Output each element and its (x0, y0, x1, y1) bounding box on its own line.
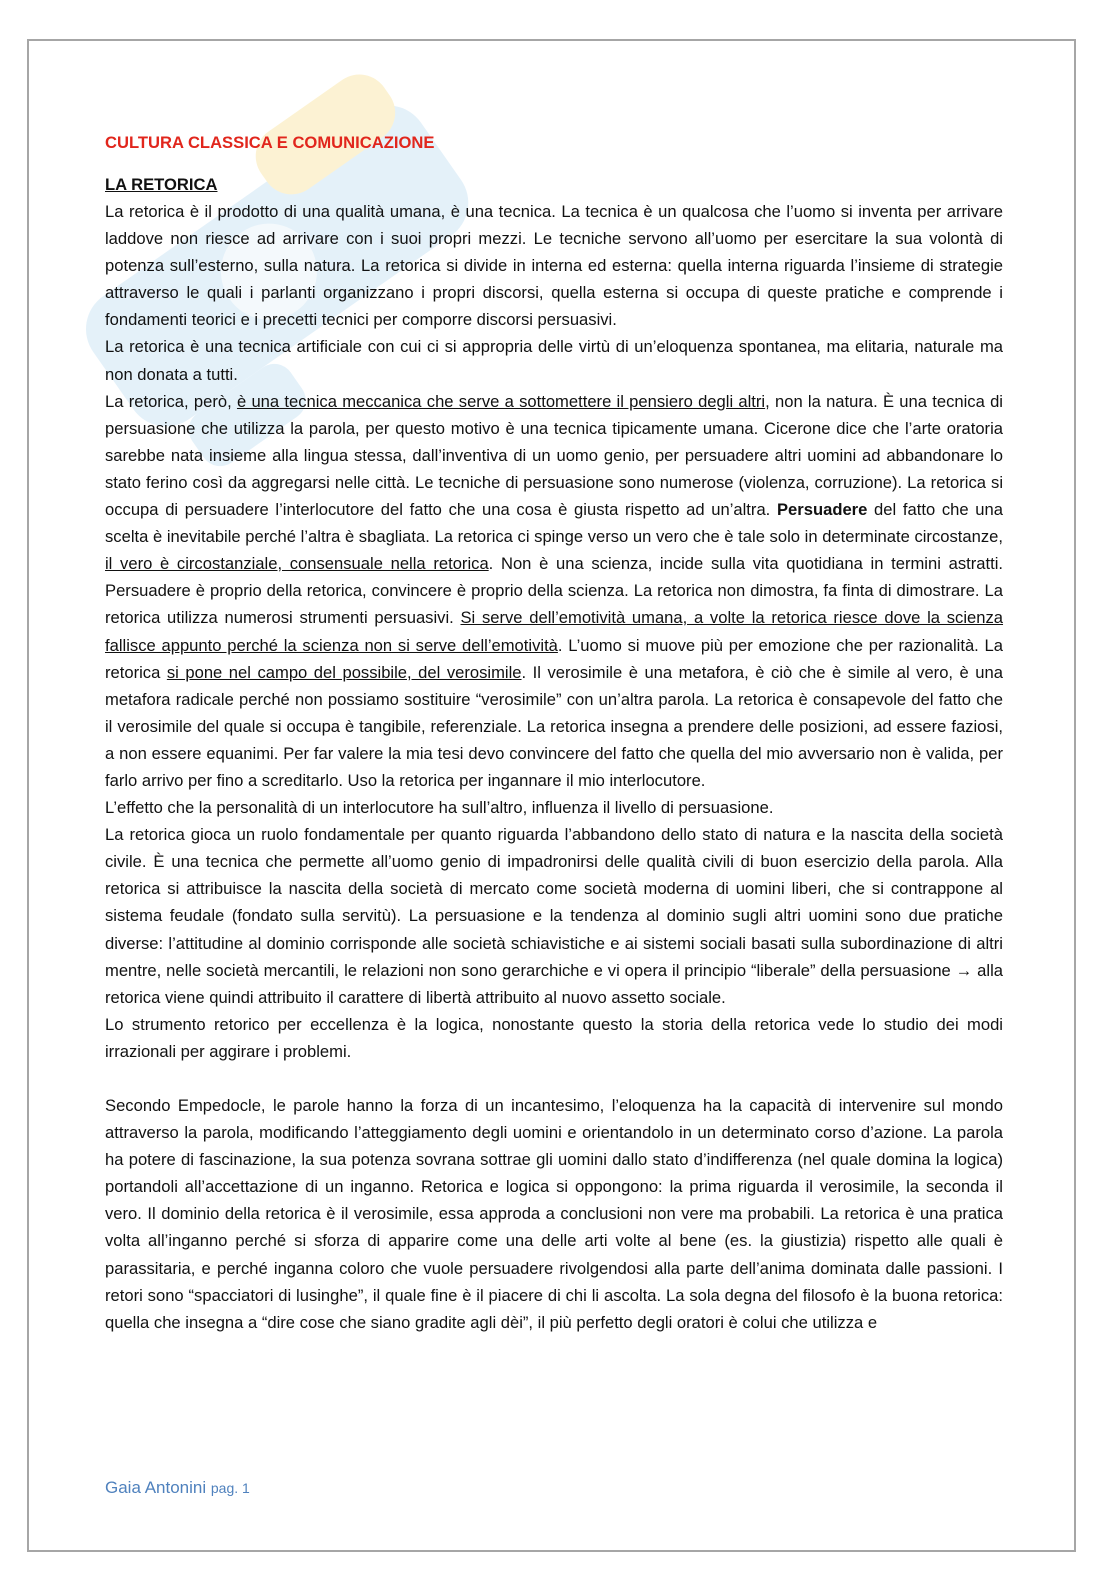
text-run: , non la natura. È una tecnica di persuasione che utilizza la parola, per questo motivo è una tecnica tipicamente umana. Cicerone dice che l’arte oratoria sarebbe nata insieme alla lingua stessa, dall’inventiva di un uomo genio, per persuadere altri uomini ad abbandonare lo stato ferino così da aggregarsi nelle città. Le tecniche di persuasione sono numerose (violenza, corruzione). La retorica si occupa di persuadere l’interlocutore del fatto che una cosa è giusta rispetto ad un’altra. (105, 391, 1003, 520)
text-run: L’effetto che la personalità di un interlocutore ha sull’altro, influenza il livello di persuasione. (105, 798, 774, 818)
underlined-text: è una tecnica meccanica che serve a sottomettere il pensiero degli altri (236, 391, 766, 411)
underlined-text: il vero è circostanziale, consensuale nella retorica (105, 554, 489, 574)
footer-author: Gaia Antonini (105, 1478, 207, 1497)
document-title: CULTURA CLASSICA E COMUNICAZIONE (105, 133, 435, 152)
text-run: . Il verosimile è una metafora, è ciò che è simile al vero, è una metafora radicale perché non possiamo sostituire “verosimile” con un’altra parola. La retorica è consapevole del fatto che il verosimile del quale si occupa è tangibile, referenziale. La retorica insegna a prendere delle posizioni, ad essere faziosi, a non essere equanimi. Per far valere la mia tesi devo convincere del fatto che quella del mio avversario non è valida, per farlo arrivo per fino a screditarlo. Uso la retorica per ingannare il mio interlocutore. (105, 662, 1003, 790)
footer-page-number: pag. 1 (210, 1480, 250, 1496)
text-run: Lo strumento retorico per eccellenza è la logica, nonostante questo la storia della retorica vede lo studio dei modi irrazionali per aggirare i problemi. (105, 1014, 1003, 1061)
paragraph (105, 821, 1003, 1011)
text-run: . L’uomo si muove più per emozione che per razionalità. La retorica (105, 635, 1004, 682)
text-run: La retorica è una tecnica artificiale con cui ci si appropria delle virtù di un’eloquenza spontanea, ma elitaria, naturale ma non donata a tutti. (105, 337, 1003, 384)
paragraph (105, 1092, 1003, 1336)
page-footer (105, 1476, 250, 1500)
text-run: Secondo Empedocle, le parole hanno la forza di un incantesimo, l’eloquenza ha la capacità di intervenire sul mondo attraverso la parola, modificando l’atteggiamento degli uomini e orientandolo in un determinato corso d’azione. La parola ha potere di fascinazione, la sua potenza sovrana sottrae gli uomini dallo stato d’indifferenza (nel quale domina la logica) portandoli all’accettazione di un inganno. Retorica e logica si oppongono: la prima riguarda il verosimile, la seconda il vero. Il dominio della retorica è il verosimile, essa approda a conclusioni non vere ma probabili. La retorica è una pratica volta all’inganno perché si sforza di apparire come una delle arti volte al bene (es. la giustizia) rispetto alle quali è parassitaria, e perché inganna coloro che vuole persuadere rivolgendosi alla parte dell’anima dominata dalle passioni. I retori sono “spacciatori di lusinghe”, il quale fine è il piacere di chi li ascolta. La sola degna del filosofo è la buona retorica: quella che insegna a “dire cose che siano gradite agli dèi”, il più perfetto degli oratori è colui che utilizza e (105, 1096, 1003, 1332)
section-heading: LA RETORICA (105, 175, 218, 194)
underlined-text: Si serve dell’emotività umana, a volte la retorica riesce dove la scienza fallisce appunto perché la scienza non si serve dell’emotività (105, 608, 1004, 655)
paragraph (105, 388, 1003, 794)
bold-text: Persuadere (776, 500, 868, 520)
text-run: La retorica, però, (105, 391, 237, 411)
paragraph (105, 1011, 1003, 1065)
text-run: La retorica gioca un ruolo fondamentale per quanto riguarda l’abbandono dello stato di natura e la nascita della società civile. È una tecnica che permette all’uomo genio di impadronirsi delle qualità civili di buon esercizio della parola. Alla retorica si attribuisce la nascita della società di mercato come società moderna di uomini liberi, che si contrappone al sistema feudale (fondato sulla servitù). La persuasione e la tendenza al dominio sugli altri uomini sono due pratiche diverse: l’attitudine al dominio corrisponde alle società schiavistiche e ai sistemi sociali basati sulla subordinazione di altri mentre, nelle società mercantili, le relazioni non sono gerarchiche e vi opera il principio “liberale” della persuasione → alla retorica viene quindi attribuito il carattere di libertà attribuito al nuovo assetto sociale. (105, 825, 1003, 1007)
document-body (105, 128, 1003, 1336)
text-run: . Non è una scienza, incide sulla vita quotidiana in termini astratti. Persuadere è proprio della retorica, convincere è proprio della scienza. La retorica non dimostra, fa finta di dimostrare. La retorica utilizza numerosi strumenti persuasivi. (105, 554, 1003, 628)
paragraph (105, 198, 1003, 333)
text-run: La retorica è il prodotto di una qualità umana, è una tecnica. La tecnica è un qualcosa che l’uomo si inventa per arrivare laddove non riesce ad arrivare con i suoi propri mezzi. Le tecniche servono all’uomo per esercitare la sua volontà di potenza sull’esterno, sulla natura. La retorica si divide in interna ed esterna: quella interna riguarda l’insieme di strategie attraverso le quali i parlanti organizzano i propri discorsi, quella esterna si occupa di queste pratiche e comprende i fondamenti teorici e i precetti tecnici per comporre discorsi persuasivi. (105, 202, 1003, 330)
paragraph (105, 333, 1003, 387)
underlined-text: si pone nel campo del possibile, del verosimile (166, 662, 522, 682)
paragraph (105, 794, 1003, 821)
text-run: del fatto che una scelta è inevitabile perché l’altra è sbagliata. La retorica ci spinge verso un vero che è tale solo in determinate circostanze, (105, 500, 1003, 547)
